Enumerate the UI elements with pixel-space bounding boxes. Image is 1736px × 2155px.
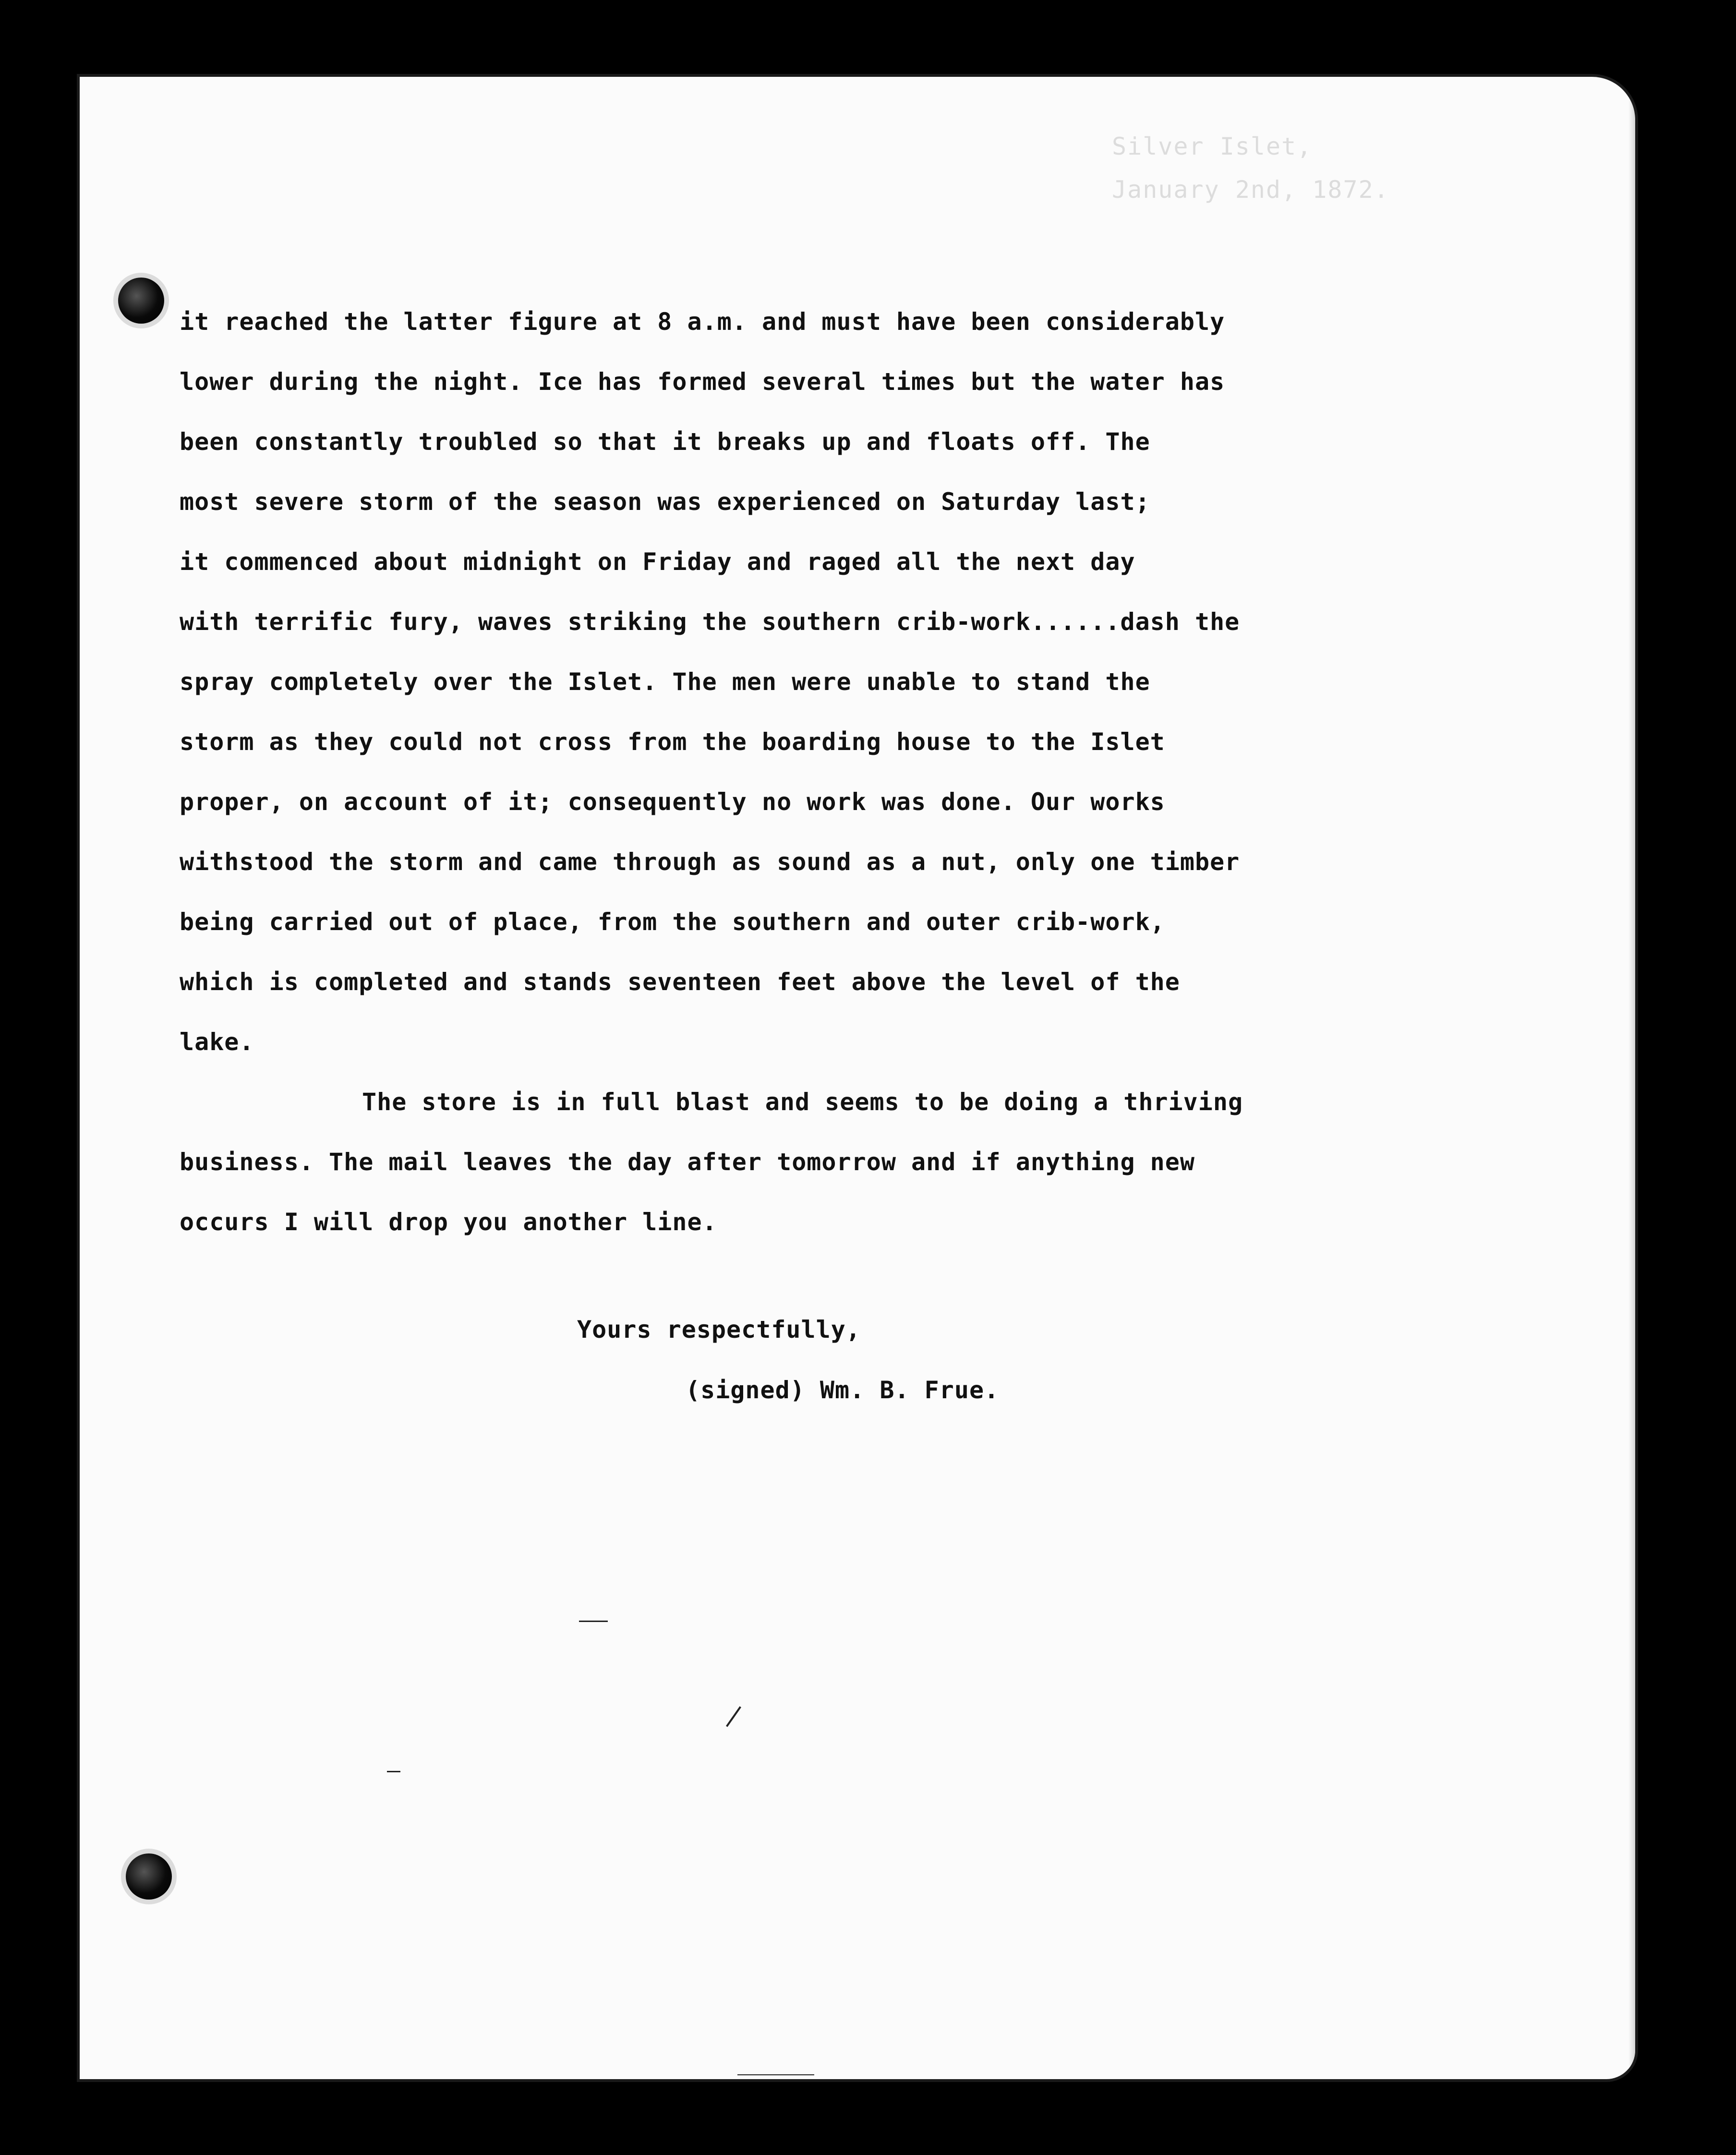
letter-line: it commenced about midnight on Friday and raged all the next day	[180, 548, 1135, 576]
letter-line: with terrific fury, waves striking the southern crib-work......dash the	[180, 608, 1240, 636]
letter-line: lake.	[180, 1028, 254, 1056]
stray-mark	[726, 1706, 741, 1727]
bleed-through-place: Silver Islet,	[1112, 133, 1313, 160]
letter-line: lower during the night. Ice has formed several times but the water has	[180, 368, 1225, 396]
page-edge	[1628, 77, 1635, 2079]
letter-line: been constantly troubled so that it breaks up and floats off. The	[180, 428, 1150, 456]
bleed-through-date: January 2nd, 1872.	[1112, 176, 1389, 204]
punch-hole-bottom	[126, 1853, 172, 1900]
stray-mark	[387, 1771, 400, 1772]
letter-line: it reached the latter figure at 8 a.m. and must have been considerably	[180, 308, 1225, 336]
letter-page	[80, 77, 1635, 2079]
letter-line: business. The mail leaves the day after tomorrow and if anything new	[180, 1148, 1195, 1176]
letter-line: being carried out of place, from the southern and outer crib-work,	[180, 908, 1165, 936]
letter-line: storm as they could not cross from the boarding house to the Islet	[180, 728, 1165, 756]
letter-line: proper, on account of it; consequently no work was done. Our works	[180, 788, 1165, 816]
bleed-through-heading	[1112, 125, 1389, 211]
letter-line: most severe storm of the season was experienced on Saturday last;	[180, 488, 1150, 516]
signature-line: (signed) Wm. B. Frue.	[686, 1376, 1000, 1404]
closing-salutation: Yours respectfully,	[577, 1316, 861, 1344]
letter-line: spray completely over the Islet. The men were unable to stand the	[180, 668, 1150, 696]
letter-line: occurs I will drop you another line.	[180, 1208, 717, 1236]
punch-hole-top	[118, 278, 164, 324]
letter-line: which is completed and stands seventeen feet above the level of the	[180, 968, 1180, 996]
letter-line: withstood the storm and came through as sound as a nut, only one timber	[180, 848, 1240, 876]
stray-mark	[579, 1621, 608, 1622]
stray-mark	[737, 2074, 814, 2075]
letter-body	[180, 292, 1553, 1252]
letter-line: The store is in full blast and seems to be doing a thriving	[362, 1088, 1243, 1116]
